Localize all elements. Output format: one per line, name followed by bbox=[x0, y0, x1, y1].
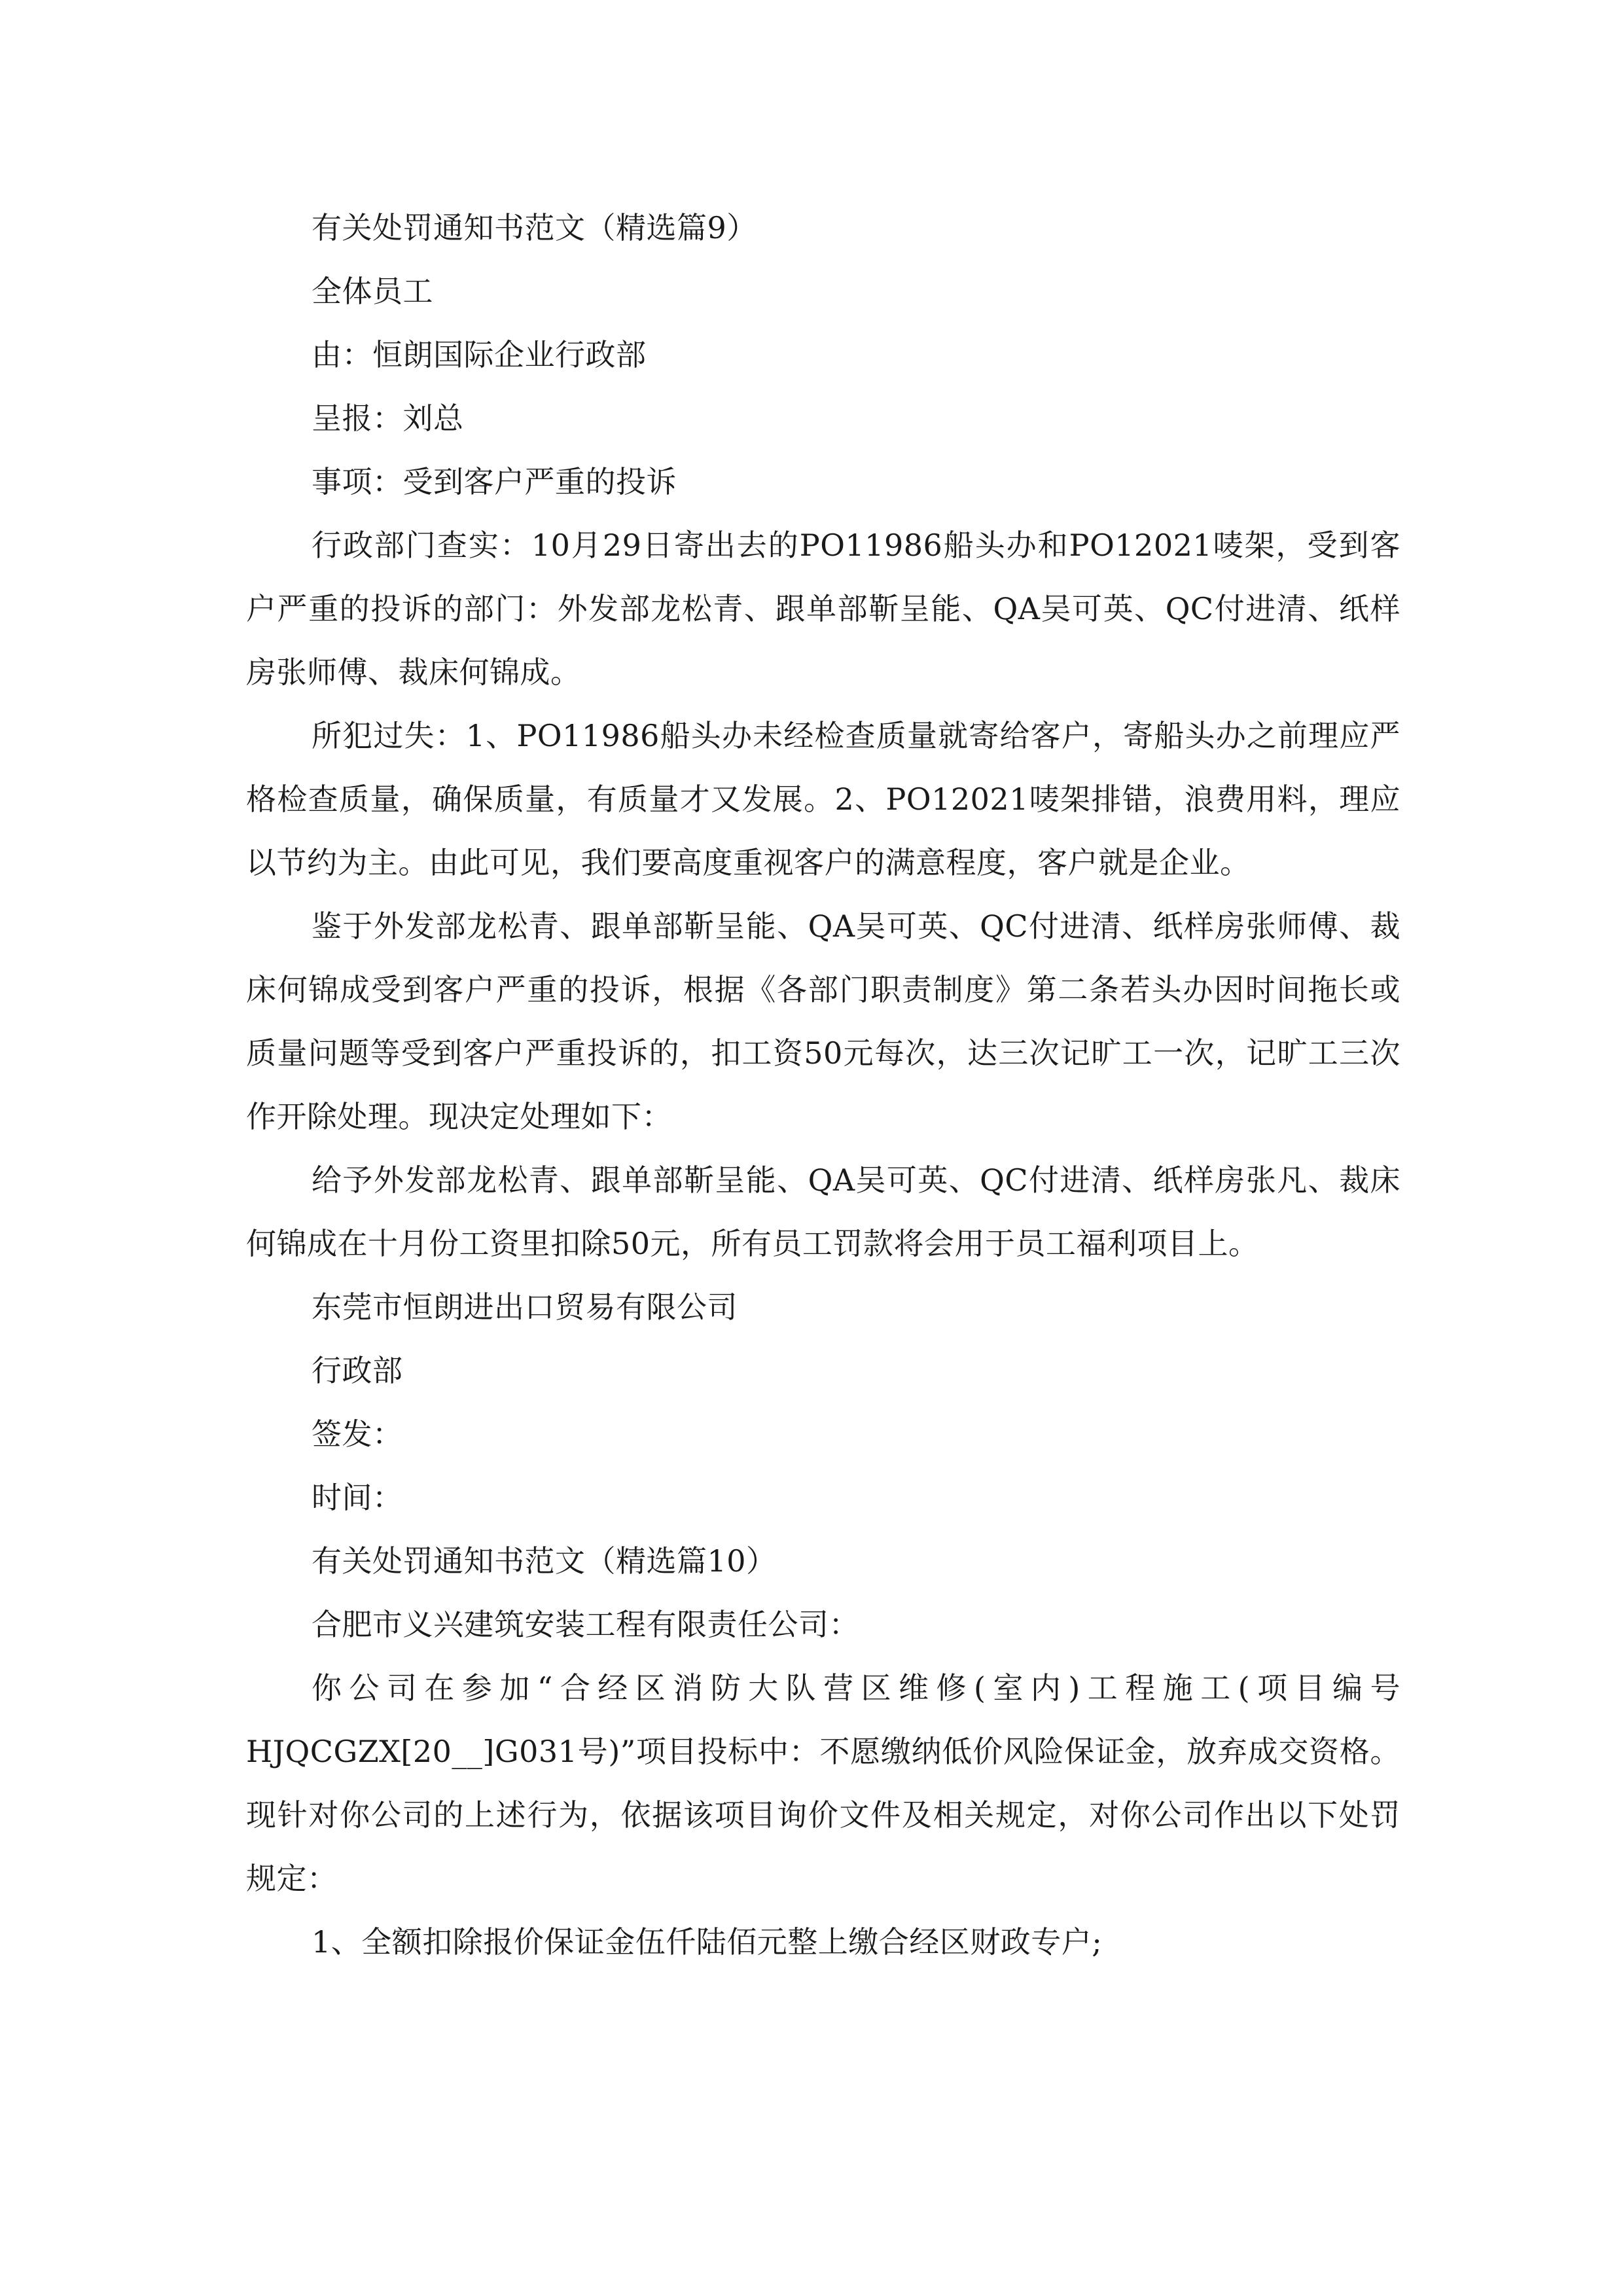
issued-by-line: 签发： bbox=[312, 1416, 403, 1452]
date-line: 时间： bbox=[312, 1480, 403, 1515]
basis-paragraph: 鉴于外发部龙松青、跟单部靳呈能、QA吴可英、QC付进清、纸样房张师傅、裁床何锦成受到客户严重的投诉，根据《各部门职责制度》第二条若头办因时间拖长或质量问题等受到客户严重投诉的，扣工资50元每次，达三次记旷工一次，记旷工三次作开除处理。现决定处理如下： bbox=[246, 908, 1400, 1134]
section-title: 有关处罚通知书范文（精选篇10） bbox=[312, 1543, 777, 1579]
decision-paragraph: 给予外发部龙松青、跟单部靳呈能、QA吴可英、QC付进清、纸样房张凡、裁床何锦成在十月份工资里扣除50元，所有员工罚款将会用于员工福利项目上。 bbox=[246, 1162, 1400, 1261]
fault-paragraph: 所犯过失：1、PO11986船头办未经检查质量就寄给客户，寄船头办之前理应严格检查质量，确保质量，有质量才又发展。2、PO12021唛架排错，浪费用料，理应以节约为主。由此可见，我们要高度重视客户的满意程度，客户就是企业。 bbox=[246, 718, 1400, 880]
department-signature: 行政部 bbox=[312, 1353, 403, 1388]
report-to-line: 呈报：刘总 bbox=[312, 401, 464, 436]
finding-paragraph: 行政部门查实：10月29日寄出去的PO11986船头办和PO12021唛架，受到客户严重的投诉的部门：外发部龙松青、跟单部靳呈能、QA吴可英、QC付进清、纸样房张师傅、裁床何锦成。 bbox=[246, 528, 1400, 690]
section-title: 有关处罚通知书范文（精选篇9） bbox=[312, 210, 757, 245]
notice-body-paragraph: 你公司在参加“合经区消防大队营区维修(室内)工程施工(项目编号HJQCGZX[20__]G031号)”项目投标中：不愿缴纳低价风险保证金，放弃成交资格。现针对你公司的上述行为，依据该项目询价文件及相关规定，对你公司作出以下处罚规定： bbox=[246, 1670, 1400, 1896]
company-signature: 东莞市恒朗进出口贸易有限公司 bbox=[312, 1289, 738, 1325]
sender-line: 由：恒朗国际企业行政部 bbox=[312, 337, 647, 372]
document-body bbox=[246, 196, 1400, 1974]
subject-line: 事项：受到客户严重的投诉 bbox=[312, 464, 677, 499]
recipient-line: 全体员工 bbox=[312, 274, 433, 309]
recipient-line: 合肥市义兴建筑安装工程有限责任公司： bbox=[312, 1607, 859, 1642]
penalty-item: 1、全额扣除报价保证金伍仟陆佰元整上缴合经区财政专户; bbox=[312, 1924, 1103, 1960]
